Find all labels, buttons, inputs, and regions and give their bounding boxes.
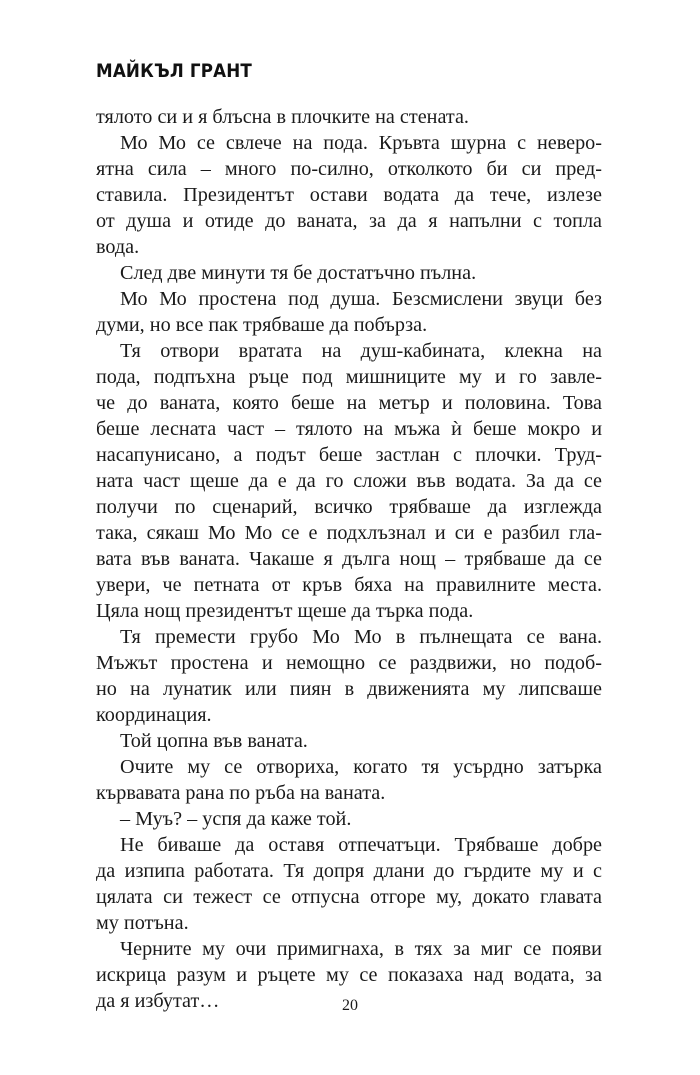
text-line: Очите му се отвориха, когато тя усърдно затърка (120, 756, 602, 778)
text-line: но на лунатик или пиян в движенията му липсваше (96, 678, 602, 700)
text-line: кървавата рана по ръба на ваната. (96, 782, 386, 804)
text-line: ната част щеше да е да го сложи във водата. За да се (96, 470, 602, 492)
text-line: думи, но все пак трябваше да побърза. (96, 314, 428, 336)
text-line: искрица разум и ръцете му се показаха над водата, за (96, 964, 602, 986)
text-line: да изпипа работата. Тя допря длани до гърдите му и с (96, 860, 602, 882)
text-line: така, сякаш Мо Мо се е подхлъзнал и си е разбил гла- (96, 522, 602, 544)
text-line: – Муъ? – успя да каже той. (120, 808, 352, 830)
text-line: вата във ваната. Чакаше я дълга нощ – трябваше да се (96, 548, 602, 570)
text-line: че до ваната, която беше на метър и половина. Това (96, 392, 602, 414)
text-line: координация. (96, 704, 212, 726)
text-line: Той цопна във ваната. (120, 730, 308, 752)
text-line: Не биваше да оставя отпечатъци. Трябваше добре (120, 834, 602, 856)
text-line: пода, подпъхна ръце под мишниците му и го завле- (96, 366, 602, 388)
text-line: получи по сценарий, всичко трябваше да изглежда (96, 496, 602, 518)
text-line: цялата си тежест се отпусна отгоре му, докато главата (96, 886, 602, 908)
text-line: Цяла нощ президентът щеше да търка пода. (96, 600, 474, 622)
text-line: Черните му очи примигнаха, в тях за миг се появи (120, 938, 602, 960)
text-line: Мо Мо простена под душа. Безсмислени звуци без (120, 288, 602, 310)
text-line: беше лесната част – тялото на мъжа ѝ беше мокро и (96, 418, 602, 440)
text-line: насапунисано, а подът беше застлан с плочки. Труд- (96, 444, 602, 466)
text-line: увери, че петната от кръв бяха на правилните места. (96, 574, 602, 596)
text-line: Тя премести грубо Мо Мо в пълнещата се вана. (120, 626, 602, 648)
text-line: тялото си и я блъсна в плочките на стената. (96, 106, 469, 128)
text-line: вода. (96, 236, 140, 258)
text-line: Мъжът простена и немощно се раздвижи, но подоб- (96, 652, 602, 674)
text-line: ятна сила – много по-силно, отколкото би си пред- (96, 158, 602, 180)
body-text (96, 104, 602, 1014)
running-head-author: МАЙКЪЛ ГРАНТ (96, 60, 253, 82)
text-line: от душа и отиде до ваната, за да я напълни с топла (96, 210, 602, 232)
page-number: 20 (342, 997, 358, 1014)
text-line: Тя отвори вратата на душ-кабината, клекна на (120, 340, 602, 362)
text-line: След две минути тя бе достатъчно пълна. (120, 262, 477, 284)
text-line: ставила. Президентът остави водата да тече, излезе (96, 184, 602, 206)
text-line: му потъна. (96, 912, 189, 934)
text-line: Мо Мо се свлече на пода. Кръвта шурна с неверо- (120, 132, 602, 154)
text-line: да я избутат… (96, 990, 220, 1012)
